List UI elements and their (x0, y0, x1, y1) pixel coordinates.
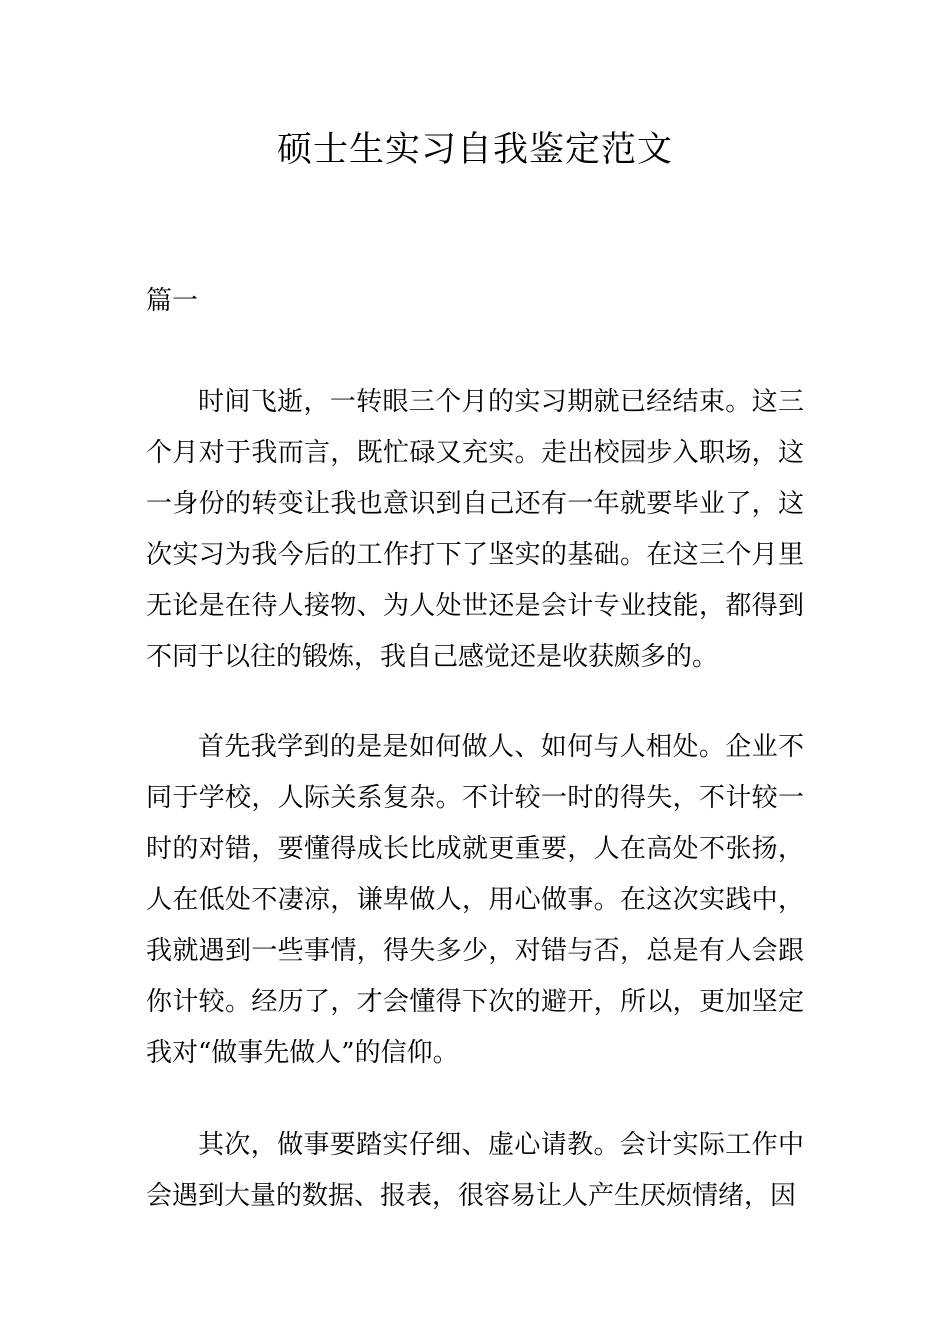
paragraph: 其次，做事要踏实仔细、虚心请教。会计实际工作中会遇到大量的数据、报表，很容易让人产生厌烦情绪，因 (146, 1130, 804, 1211)
section-label: 篇一 (146, 286, 199, 316)
paragraph: 首先我学到的是是如何做人、如何与人相处。企业不同于学校，人际关系复杂。不计较一时的得失，不计较一时的对错，要懂得成长比成就更重要，人在高处不张扬，人在低处不凄凉，谦卑做人，用心做事。在这次实践中，我就遇到一些事情，得失多少，对错与否，总是有人会跟你计较。经历了，才会懂得下次的避开，所以，更加坚定我对“做事先做人”的信仰。 (146, 732, 804, 1068)
document-title: 硕士生实习自我鉴定范文 (276, 130, 673, 170)
paragraph: 时间飞逝，一转眼三个月的实习期就已经结束。这三个月对于我而言，既忙碌又充实。走出校园步入职场，这一身份的转变让我也意识到自己还有一年就要毕业了，这次实习为我今后的工作打下了坚实的基础。在这三个月里无论是在待人接物、为人处世还是会计专业技能，都得到不同于以往的锻炼，我自己感觉还是收获颇多的。 (146, 387, 804, 672)
